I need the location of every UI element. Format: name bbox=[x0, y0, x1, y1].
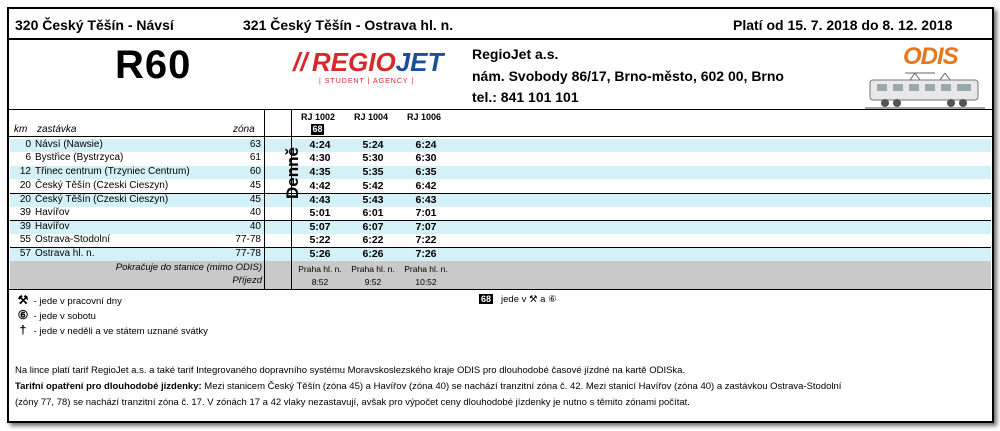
legend-saturday: ⑥ - jede v sobotu bbox=[15, 308, 96, 322]
line-code: R60 bbox=[115, 43, 192, 87]
departure-time: 4:43 bbox=[309, 194, 331, 206]
tariff-note: Na lince platí tarif RegioJet a.s. a také tarif Integrovaného dopravního systému Moravskoslezského kraje ODIS pro dlouhodobé časové jízdné na kartě ODISka. bbox=[15, 365, 686, 376]
table-row bbox=[10, 248, 991, 261]
arrival-time: 10:52 bbox=[415, 277, 437, 287]
departure-time: 4:24 bbox=[309, 139, 331, 151]
row-station: Ostrava-Stodolní bbox=[35, 234, 111, 245]
row-station: Bystřice (Bystrzyca) bbox=[35, 152, 124, 163]
zone-header: zóna bbox=[233, 124, 255, 135]
row-km: 55 bbox=[19, 234, 31, 245]
operator-phone: tel.: 841 101 101 bbox=[472, 89, 579, 105]
header-row-divider bbox=[9, 136, 992, 137]
departure-time: 5:24 bbox=[362, 139, 384, 151]
line-320-title: 320 Český Těšín - Návsí bbox=[15, 17, 174, 33]
daily-vertical-label: Denně bbox=[283, 147, 302, 199]
table-row bbox=[10, 139, 991, 152]
row-km: 0 bbox=[25, 139, 31, 150]
row-station: Třinec centrum (Trzyniec Centrum) bbox=[35, 166, 190, 177]
operator-name: RegioJet a.s. bbox=[472, 46, 559, 62]
row-zone: 45 bbox=[249, 194, 261, 205]
departure-time: 6:24 bbox=[415, 139, 437, 151]
departure-time: 6:22 bbox=[362, 234, 384, 246]
departure-time: 4:42 bbox=[309, 180, 331, 192]
row-divider bbox=[10, 247, 991, 248]
arrival-label: Příjezd bbox=[232, 275, 262, 286]
row-station: Ostrava hl. n. bbox=[35, 248, 95, 259]
row-km: 6 bbox=[25, 152, 31, 163]
arrival-time: 9:52 bbox=[364, 277, 382, 287]
departure-time: 7:01 bbox=[415, 207, 437, 219]
train-header-2: RJ 1004 bbox=[353, 112, 389, 122]
hammers-icon: ⚒ bbox=[17, 293, 29, 307]
circled-six-icon: ⑥ bbox=[17, 308, 29, 322]
continuation-label: Pokračuje do stanice (mimo ODIS) bbox=[115, 262, 262, 273]
legend-workdays: ⚒ - jede v pracovní dny bbox=[15, 293, 122, 307]
table-row bbox=[10, 207, 991, 220]
legend-sunday: † - jede v neděli a ve státem uznané svátky bbox=[15, 323, 208, 337]
operator-address: nám. Svobody 86/17, Brno-město, 602 00, Brno bbox=[472, 68, 784, 84]
row-zone: 61 bbox=[249, 152, 261, 163]
row-station: Český Těšín (Czeski Cieszyn) bbox=[35, 194, 169, 205]
departure-time: 5:07 bbox=[309, 221, 331, 233]
table-bottom-border bbox=[9, 289, 992, 290]
departure-time: 5:42 bbox=[362, 180, 384, 192]
continuation-destination: Praha hl. n. bbox=[404, 264, 448, 274]
column-divider bbox=[264, 109, 265, 290]
row-divider bbox=[10, 193, 991, 194]
departure-time: 7:22 bbox=[415, 234, 437, 246]
departure-time: 6:42 bbox=[415, 180, 437, 192]
row-km: 57 bbox=[19, 248, 31, 259]
row-zone: 60 bbox=[249, 166, 261, 177]
table-row bbox=[10, 166, 991, 179]
header-divider bbox=[9, 38, 992, 40]
table-top-border bbox=[9, 109, 992, 110]
row-zone: 77-78 bbox=[235, 248, 261, 259]
legend-note-68: 68 jede v ⚒ a ⑥ bbox=[481, 294, 557, 305]
departure-time: 7:26 bbox=[415, 248, 437, 260]
departure-time: 5:26 bbox=[309, 248, 331, 260]
departure-time: 6:01 bbox=[362, 207, 384, 219]
note-68-badge: 68 bbox=[481, 294, 492, 304]
note-68-badge: 68 bbox=[312, 124, 323, 134]
row-km: 12 bbox=[19, 166, 31, 177]
row-station: Český Těšín (Czeski Cieszyn) bbox=[35, 180, 169, 191]
row-km: 39 bbox=[19, 207, 31, 218]
km-header: km bbox=[14, 124, 28, 135]
arrival-time: 8:52 bbox=[311, 277, 329, 287]
row-zone: 40 bbox=[249, 207, 261, 218]
tariff-measures-cont: (zóny 77, 78) se nachází tranzitní zóna č. 17. V zónách 17 a 42 vlaky nezastavují, avšak pro výpočet ceny dlouhodobé jízdenky je nutno s těmito zónami počítat. bbox=[15, 397, 690, 408]
row-km: 20 bbox=[19, 194, 31, 205]
departure-time: 5:30 bbox=[362, 152, 384, 164]
odis-logo: ODIS bbox=[903, 43, 958, 70]
departure-time: 5:22 bbox=[309, 234, 331, 246]
regiojet-logo: // REGIOJET | STUDENT | AGENCY | bbox=[293, 47, 444, 85]
row-km: 39 bbox=[19, 221, 31, 232]
row-station: Návsí (Nawsie) bbox=[35, 139, 103, 150]
departure-time: 4:30 bbox=[309, 152, 331, 164]
row-zone: 77-78 bbox=[235, 234, 261, 245]
table-row bbox=[10, 180, 991, 193]
row-zone: 45 bbox=[249, 180, 261, 191]
train-header-3: RJ 1006 bbox=[406, 112, 442, 122]
cross-icon: † bbox=[19, 323, 27, 337]
table-row bbox=[10, 221, 991, 234]
continuation-destination: Praha hl. n. bbox=[298, 264, 342, 274]
departure-time: 5:43 bbox=[362, 194, 384, 206]
table-row bbox=[10, 152, 991, 165]
continuation-destination: Praha hl. n. bbox=[351, 264, 395, 274]
table-row bbox=[10, 234, 991, 247]
tariff-measures: Tarifní opatření pro dlouhodobé jízdenky: Mezi stanicem Český Těšín (zóna 45) a Havířov (zóna 40) se nachází tranzitní zóna č. 42. Mezi stanicí Havířov (zóna 40) a zastávkou Ostrava-Stodolní bbox=[15, 381, 842, 392]
departure-time: 6:26 bbox=[362, 248, 384, 260]
departure-time: 5:01 bbox=[309, 207, 331, 219]
departure-time: 6:43 bbox=[415, 194, 437, 206]
station-header: zastávka bbox=[37, 124, 77, 135]
departure-time: 5:35 bbox=[362, 166, 384, 178]
train-header-1: RJ 1002 bbox=[300, 112, 336, 122]
row-divider bbox=[10, 220, 991, 221]
validity-period: Platí od 15. 7. 2018 do 8. 12. 2018 bbox=[733, 17, 953, 33]
departure-time: 4:35 bbox=[309, 166, 331, 178]
departure-time: 6:07 bbox=[362, 221, 384, 233]
row-station: Havířov bbox=[35, 221, 70, 232]
line-321-title: 321 Český Těšín - Ostrava hl. n. bbox=[243, 17, 454, 33]
row-station: Havířov bbox=[35, 207, 70, 218]
departure-time: 6:30 bbox=[415, 152, 437, 164]
departure-time: 7:07 bbox=[415, 221, 437, 233]
row-zone: 63 bbox=[249, 139, 261, 150]
departure-time: 6:35 bbox=[415, 166, 437, 178]
row-km: 20 bbox=[19, 180, 31, 191]
table-row bbox=[10, 194, 991, 207]
row-zone: 40 bbox=[249, 221, 261, 232]
